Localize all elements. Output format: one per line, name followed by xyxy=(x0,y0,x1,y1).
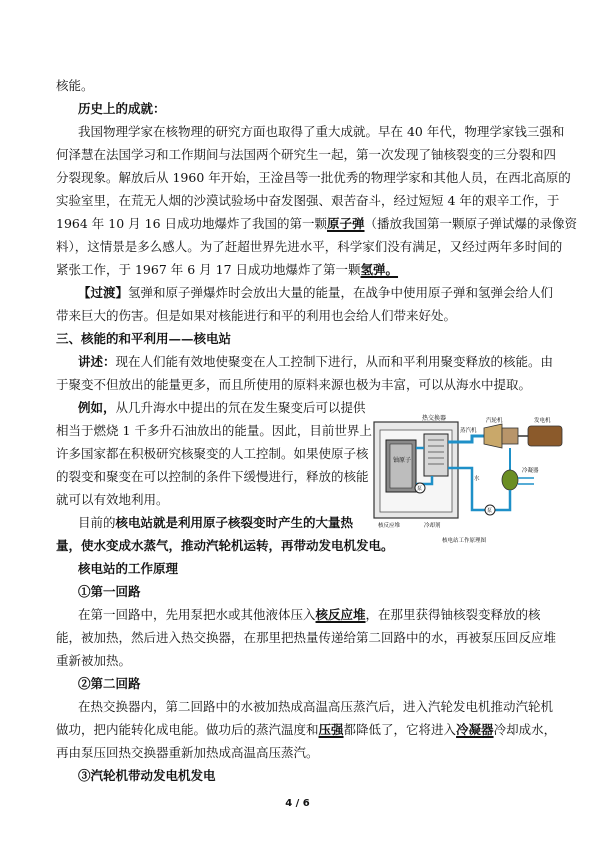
text-line: 的裂变和聚变在可以控制的条件下缓慢进行，释放的核能 xyxy=(56,469,369,484)
text-run-bold: 核电站就是利用原子核裂变时产生的大量热 xyxy=(115,515,354,530)
text-line: 再由泵压回热交换器重新加热成高温高压蒸汽。 xyxy=(56,745,319,760)
turbine-label: 汽轮机 xyxy=(486,418,503,424)
core-label: 铀原子 xyxy=(393,457,412,464)
text-line: 于聚变不但放出的能量更多，而且所使用的原料来源也极为丰富，可以从海水中提取。 xyxy=(56,377,532,392)
condenser-label: 冷凝器 xyxy=(522,468,539,474)
subsection-heading: ③汽轮机带动发电机发电 xyxy=(78,768,216,783)
text-line: 何泽慧在法国学习和工作期间与法国两个研究生一起，第一次发现了铀核裂变的三分裂和四 xyxy=(56,147,557,162)
text-run: 1964 年 10 月 16 日成功地爆炸了我国的第一颗 xyxy=(56,216,327,231)
text-run: 从几升海水中提出的氘在发生聚变后可以提供 xyxy=(115,400,366,415)
section-heading: 历史上的成就： xyxy=(78,101,166,116)
text-line xyxy=(78,285,554,301)
page-number: 4 / 6 xyxy=(285,798,310,809)
text-run: 在第一回路中，先用泵把水或其他液体压入 xyxy=(78,607,316,622)
text-line: 我国物理学家在核物理的研究方面也取得了重大成就。早在 40 年代，物理学家钱三强和 xyxy=(78,124,565,139)
diagram-caption: 核电站工作原理图 xyxy=(442,538,487,544)
turbine xyxy=(484,424,502,448)
key-term: 压强 xyxy=(318,722,344,737)
text-line: 分裂现象。解放后从 1960 年开始，王淦昌等一批优秀的物理学家和其他人员，在西北高原的 xyxy=(56,170,571,185)
text-line xyxy=(56,722,557,738)
text-line: 重新被加热。 xyxy=(56,653,132,668)
key-term: 核反应堆 xyxy=(315,607,366,622)
reactor-label: 核反应堆 xyxy=(378,523,401,529)
text-run: 目前的 xyxy=(78,515,116,530)
text-line xyxy=(56,216,578,232)
generator xyxy=(528,426,562,446)
heat-exchanger-label: 热交换器 xyxy=(422,415,447,422)
text-run: 都降低了，它将进入 xyxy=(343,722,457,737)
generator-label: 发电机 xyxy=(534,418,551,424)
text-run: （播放我国第一颗原子弹试爆的录像资 xyxy=(364,216,578,231)
text-line: 量，使水变成水蒸气，推动汽轮机运转，再带动发电机发电。 xyxy=(56,538,394,553)
text-run: 现在人们能有效地使聚变在人工控制下进行，从而和平利用聚变释放的核能。由 xyxy=(115,354,554,369)
transition-tag: 【过渡】 xyxy=(78,285,129,300)
text-line: 料），这情景是多么感人。为了赶超世界先进水平，科学家们没有满足，又经过两年多时间的 xyxy=(56,239,563,254)
cooling-water-pipe xyxy=(518,478,534,484)
subsection-heading: ①第一回路 xyxy=(78,584,141,599)
text-run: 冷却成水， xyxy=(493,722,557,737)
text-line: 带来巨大的伤害。但是如果对核能进行和平的利用也会给人们带来好处。 xyxy=(56,308,457,323)
lecture-tag: 讲述： xyxy=(78,354,116,369)
text-line: 就可以有效地利用。 xyxy=(56,492,169,507)
text-run: ，在那里获得铀核裂变释放的核 xyxy=(365,607,541,622)
text-line xyxy=(56,262,542,278)
text-line xyxy=(78,400,378,416)
section-heading: 三、核能的和平利用——核电站 xyxy=(56,331,232,346)
text-run: 紧张工作，于 1967 年 6 月 17 日成功地爆炸了第一颗 xyxy=(56,262,361,277)
condenser xyxy=(502,470,518,490)
text-line xyxy=(78,354,554,370)
text-run: 氢弹和原子弹爆炸时会放出大量的能量，在战争中使用原子弹和氢弹会给人们 xyxy=(128,285,554,300)
key-term: 冷凝器 xyxy=(456,722,494,737)
text-line: 能，被加热，然后进入热交换器，在那里把热量传递给第二回路中的水，再被泵压回反应堆 xyxy=(56,630,557,645)
text-line: 相当于燃烧 1 千多升石油放出的能量。因此，目前世界上 xyxy=(56,423,372,438)
text-line xyxy=(78,607,542,623)
key-term: 原子弹 xyxy=(327,216,365,231)
turbine-body xyxy=(502,428,518,444)
water-label: 水 xyxy=(474,476,480,482)
pump-label: 泵 xyxy=(487,508,493,514)
text-line: 实验室里，在荒无人烟的沙漠试验场中奋发图强、艰苦奋斗，经过短短 4 年的艰辛工作，于 xyxy=(56,193,560,208)
text-line: 核能。 xyxy=(56,78,94,93)
text-line: 许多国家都在积极研究核聚变的人工控制。如果使原子核 xyxy=(56,446,369,461)
coolant-label: 冷却剂 xyxy=(424,523,441,529)
key-term: 氢弹。 xyxy=(360,262,399,277)
subsection-heading: 核电站的工作原理 xyxy=(78,561,179,576)
subsection-heading: ②第二回路 xyxy=(78,676,141,691)
steam-label: 蒸汽机 xyxy=(460,428,477,434)
reactor-core xyxy=(390,444,412,488)
nuclear-plant-diagram xyxy=(372,414,568,546)
text-run: 做功，把内能转化成电能。做功后的蒸汽温度和 xyxy=(56,722,319,737)
text-line: 在热交换器内，第二回路中的水被加热成高温高压蒸汽后，进入汽轮发电机推动汽轮机 xyxy=(78,699,554,714)
example-tag: 例如， xyxy=(78,400,116,415)
pump-label: 泵 xyxy=(417,486,423,492)
